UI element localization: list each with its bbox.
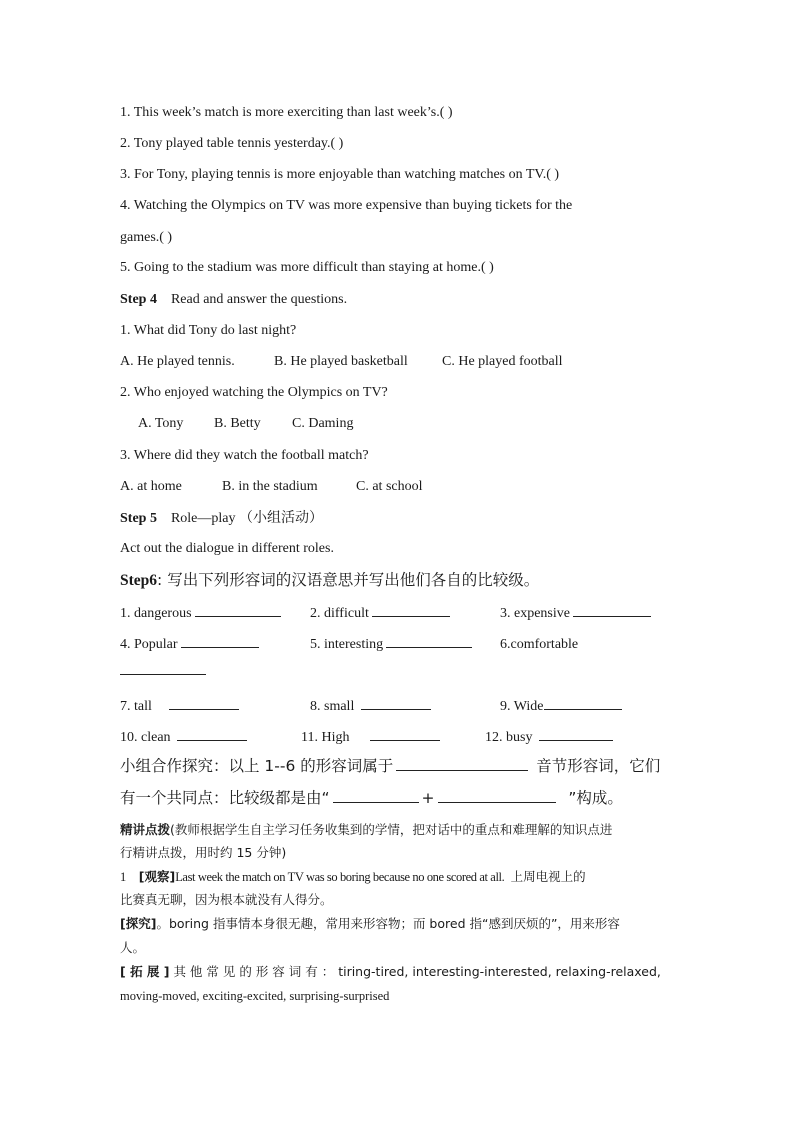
tf-statement-1: 1. This week’s match is more exerciting than last week’s.( ) — [120, 105, 453, 120]
answer-blank[interactable] — [181, 633, 259, 648]
explore-line-1 — [120, 756, 660, 776]
tan-text: 。boring 指事情本身很无趣，常用来形容物；而 bored 指“感到厌烦的”，用来形容 — [156, 916, 620, 931]
step4-question-1: 1. What did Tony do last night? — [120, 323, 297, 338]
step6-row-1 — [120, 602, 654, 624]
step4-q2-options — [138, 414, 353, 434]
adjective-word: 6.comfortable — [500, 637, 579, 652]
answer-blank[interactable] — [195, 602, 281, 617]
step6-row-4 — [120, 726, 616, 748]
observe-chinese: 上周电视上的 — [510, 869, 586, 884]
comparative-blank-2[interactable] — [438, 788, 556, 803]
adjective-word: 5. interesting — [310, 637, 384, 652]
adjective-word: 4. Popular — [120, 637, 178, 652]
tf-statement-4-cont: games.( ) — [120, 230, 173, 245]
adjective-word: 11. High — [301, 730, 350, 745]
step6-instruction: : 写出下列形容词的汉语意思并写出他们各自的比较级。 — [157, 571, 540, 589]
adjective-word: 3. expensive — [500, 606, 570, 621]
adjective-word: 12. busy — [485, 730, 533, 745]
q1-option-c: C. He played football — [442, 354, 563, 369]
step4-q3-options — [120, 477, 423, 497]
step4-instruction: Read and answer the questions. — [170, 292, 348, 307]
q2-option-c: C. Daming — [292, 416, 354, 431]
adjective-item — [120, 695, 310, 717]
observe-english: Last week the match on TV was so boring because no one scored at all. — [175, 870, 505, 884]
step6-row-3 — [120, 695, 625, 717]
step4-q1-options — [120, 352, 563, 372]
adjective-word: 10. clean — [120, 730, 171, 745]
adjective-item — [301, 726, 485, 748]
explore-text: 小组合作探究：以上 1--6 的形容词属于 — [120, 757, 394, 775]
step6-row-2-cont — [120, 660, 209, 682]
step5-label: Step 5 — [120, 511, 157, 526]
adjective-item — [310, 695, 500, 717]
adjective-item — [485, 726, 616, 748]
answer-blank[interactable] — [573, 602, 651, 617]
tuo-line-2: moving-moved, exciting-excited, surprising-surprised — [120, 989, 390, 1003]
step5-heading — [120, 508, 323, 529]
step5-instruction: Act out the dialogue in different roles. — [120, 541, 334, 556]
step5-group-activity: （小组活动） — [239, 510, 323, 526]
observe-number: 1 — [120, 870, 127, 884]
answer-blank[interactable] — [372, 602, 450, 617]
adjective-item — [120, 602, 310, 624]
adjective-item — [500, 635, 578, 655]
syllable-blank[interactable] — [396, 756, 528, 771]
observe-line-1 — [120, 867, 586, 887]
answer-blank[interactable] — [544, 695, 622, 710]
plus-sign: + — [421, 789, 435, 807]
tuo-tag: [ 拓 展 ] — [120, 964, 170, 979]
jing-title: 精讲点拨 — [120, 822, 171, 837]
adjective-item — [500, 695, 625, 717]
adjective-item — [310, 633, 500, 655]
answer-blank[interactable] — [169, 695, 239, 710]
adjective-item — [120, 633, 310, 655]
q3-option-c: C. at school — [356, 479, 423, 494]
adjective-word: 7. tall — [120, 699, 152, 714]
adjective-word: 9. Wide — [500, 699, 544, 714]
explore-text: ”构成。 — [568, 789, 623, 807]
adjective-item — [310, 602, 500, 624]
tf-statement-4: 4. Watching the Olympics on TV was more expensive than buying tickets for the — [120, 198, 573, 213]
adjective-word: 1. dangerous — [120, 606, 192, 621]
step4-question-2: 2. Who enjoyed watching the Olympics on TV? — [120, 385, 388, 400]
tan-tag: [探究] — [120, 916, 157, 931]
tan-line-2: 人。 — [120, 940, 146, 955]
step6-label: Step6 — [120, 572, 158, 589]
step5-role-play: Role—play — [170, 511, 236, 526]
observe-line-2: 比赛真无聊，因为根本就没有人得分。 — [120, 892, 333, 907]
observe-tag: [观察] — [138, 869, 176, 884]
tuo-text: 其 他 常 见 的 形 容 词 有 ： tiring-tired, interesting-interested, relaxing-relaxed, — [169, 964, 661, 979]
step4-question-3: 3. Where did they watch the football match? — [120, 448, 369, 463]
explore-line-2 — [120, 788, 623, 808]
step4-heading — [120, 290, 347, 310]
tuo-line-1 — [120, 962, 661, 982]
q1-option-b: B. He played basketball — [274, 354, 408, 369]
adjective-word: 2. difficult — [310, 606, 369, 621]
answer-blank[interactable] — [386, 633, 472, 648]
tf-statement-2: 2. Tony played table tennis yesterday.( ) — [120, 136, 344, 151]
step4-label: Step 4 — [120, 292, 157, 307]
answer-blank[interactable] — [370, 726, 440, 741]
q3-option-a: A. at home — [120, 479, 182, 494]
comparative-blank-1[interactable] — [333, 788, 419, 803]
answer-blank[interactable] — [177, 726, 247, 741]
jing-line-1 — [120, 820, 612, 840]
q2-option-a: A. Tony — [138, 416, 184, 431]
answer-blank[interactable] — [361, 695, 431, 710]
tf-statement-3: 3. For Tony, playing tennis is more enjoyable than watching matches on TV.( ) — [120, 167, 560, 182]
q3-option-b: B. in the stadium — [222, 479, 318, 494]
jing-line-2: 行精讲点拨，用时约 15 分钟) — [120, 845, 287, 860]
tan-line-1 — [120, 914, 620, 934]
q1-option-a: A. He played tennis. — [120, 354, 235, 369]
answer-blank[interactable] — [539, 726, 613, 741]
adjective-item — [120, 726, 301, 748]
explore-text: 有一个共同点：比较级都是由“ — [120, 789, 330, 807]
explore-text: 音节形容词，它们 — [536, 757, 661, 775]
adjective-word: 8. small — [310, 699, 355, 714]
step6-heading — [120, 570, 539, 591]
answer-blank[interactable] — [120, 660, 206, 675]
step6-row-2 — [120, 633, 578, 655]
q2-option-b: B. Betty — [214, 416, 261, 431]
tf-statement-5: 5. Going to the stadium was more difficult than staying at home.( ) — [120, 260, 494, 275]
adjective-item — [500, 602, 654, 624]
jing-desc: (教师根据学生自主学习任务收集到的学情，把对话中的重点和难理解的知识点进 — [170, 822, 613, 837]
